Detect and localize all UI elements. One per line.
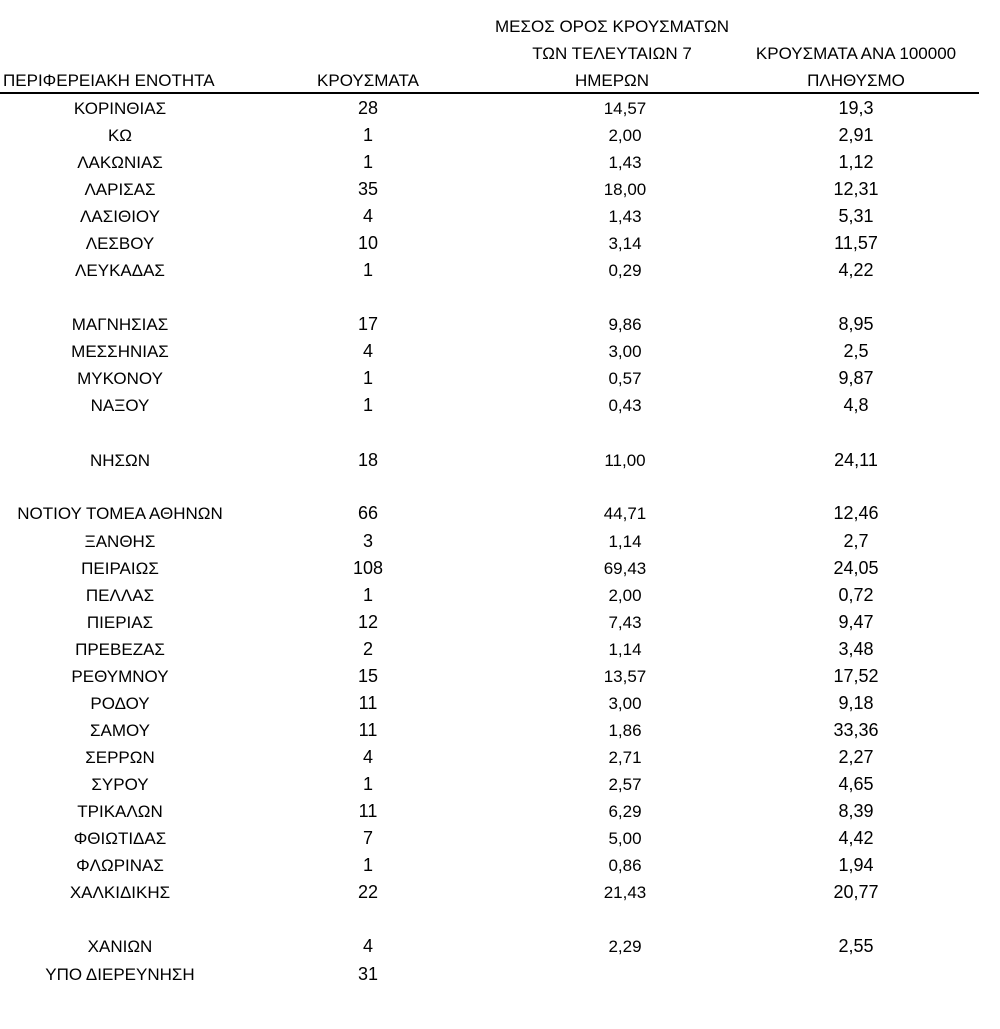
cell-cases: 1 xyxy=(362,368,373,388)
cell-cases: 1 xyxy=(362,152,373,172)
cell-region: ΜΕΣΣΗΝΙΑΣ xyxy=(71,342,169,361)
cell-seven-day-average: 69,43 xyxy=(603,559,647,578)
cell-region: ΚΩ xyxy=(107,126,133,145)
cell-cases: 1 xyxy=(362,774,373,794)
cell-region: ΛΑΣΙΘΙΟΥ xyxy=(80,207,160,226)
table-row xyxy=(0,690,1000,717)
header-divider xyxy=(0,92,979,94)
cell-cases-per-100000: 20,77 xyxy=(833,882,879,902)
cell-cases: 18 xyxy=(357,450,379,470)
table-row xyxy=(0,798,1000,825)
cell-region: ΜΑΓΝΗΣΙΑΣ xyxy=(71,315,169,334)
cell-region: ΦΘΙΩΤΙΔΑΣ xyxy=(73,829,167,848)
cell-region: ΠΕΙΡΑΙΩΣ xyxy=(81,559,159,578)
cell-cases: 31 xyxy=(357,964,379,984)
table-row xyxy=(0,365,1000,392)
table-row xyxy=(0,338,1000,365)
cell-region: ΚΟΡΙΝΘΙΑΣ xyxy=(73,99,167,118)
cell-cases-per-100000: 2,7 xyxy=(843,531,869,551)
cell-seven-day-average: 2,71 xyxy=(608,748,642,767)
cell-cases-per-100000: 11,57 xyxy=(834,233,878,253)
cell-cases: 11 xyxy=(358,720,378,740)
cell-seven-day-average: 2,29 xyxy=(608,937,642,956)
header-avg-line: ΤΩΝ ΤΕΛΕΥΤΑΙΩΝ 7 xyxy=(532,44,692,63)
cell-region: ΠΙΕΡΙΑΣ xyxy=(86,613,154,632)
cell-region: ΥΠΟ ΔΙΕΡΕΥΝΗΣΗ xyxy=(45,965,195,984)
cell-cases: 11 xyxy=(358,801,378,821)
table-row xyxy=(0,663,1000,690)
cell-seven-day-average: 2,00 xyxy=(608,126,642,145)
cell-seven-day-average: 3,00 xyxy=(608,342,642,361)
cell-cases: 4 xyxy=(362,341,373,361)
cell-cases: 7 xyxy=(362,828,373,848)
cell-seven-day-average: 44,71 xyxy=(603,504,647,523)
table-row xyxy=(0,149,1000,176)
cell-region: ΛΕΣΒΟΥ xyxy=(85,234,155,253)
cell-region: ΛΑΡΙΣΑΣ xyxy=(84,180,156,199)
cell-region: ΣΥΡΟΥ xyxy=(91,775,149,794)
cell-seven-day-average: 0,43 xyxy=(608,396,642,415)
cell-cases: 10 xyxy=(357,233,379,253)
cell-cases: 1 xyxy=(362,260,373,280)
header-avg-line: ΗΜΕΡΩΝ xyxy=(574,71,650,90)
cell-cases-per-100000: 33,36 xyxy=(833,720,879,740)
cell-cases-per-100000: 4,22 xyxy=(838,260,874,280)
cell-region: ΣΕΡΡΩΝ xyxy=(85,748,155,767)
cell-seven-day-average: 21,43 xyxy=(603,883,647,902)
cell-cases: 17 xyxy=(357,314,379,334)
cell-cases-per-100000: 3,48 xyxy=(838,639,874,659)
cell-cases-per-100000: 4,42 xyxy=(838,828,874,848)
cell-seven-day-average: 6,29 xyxy=(608,802,642,821)
cell-region: ΠΡΕΒΕΖΑΣ xyxy=(75,640,165,659)
header-cases: ΚΡΟΥΣΜΑΤΑ xyxy=(317,71,419,90)
table-row xyxy=(0,825,1000,852)
cell-region: ΣΑΜΟΥ xyxy=(89,721,151,740)
cell-cases: 4 xyxy=(362,747,373,767)
header-cases-per-100000 xyxy=(734,40,978,94)
table-row xyxy=(0,771,1000,798)
table-row xyxy=(0,230,1000,257)
table-row xyxy=(0,609,1000,636)
table-row xyxy=(0,555,1000,582)
cell-region: ΡΟΔΟΥ xyxy=(90,694,150,713)
cell-cases: 4 xyxy=(362,206,373,226)
cell-cases-per-100000: 8,95 xyxy=(838,314,874,334)
cell-cases: 1 xyxy=(362,395,373,415)
cell-cases-per-100000: 1,94 xyxy=(838,855,874,875)
table-row xyxy=(0,392,1000,419)
cell-seven-day-average: 0,57 xyxy=(608,369,642,388)
cell-cases-per-100000: 12,31 xyxy=(833,179,879,199)
cell-seven-day-average: 1,14 xyxy=(608,640,642,659)
cell-seven-day-average: 13,57 xyxy=(603,667,647,686)
table-row xyxy=(0,582,1000,609)
cell-seven-day-average: 3,00 xyxy=(608,694,642,713)
cell-cases-per-100000: 24,05 xyxy=(833,558,879,578)
cell-cases: 1 xyxy=(362,125,373,145)
table-row xyxy=(0,961,1000,988)
table-row xyxy=(0,852,1000,879)
header-seven-day-average xyxy=(468,13,756,94)
cell-cases-per-100000: 9,47 xyxy=(838,612,874,632)
cell-cases-per-100000: 4,8 xyxy=(843,395,869,415)
cell-seven-day-average: 5,00 xyxy=(608,829,642,848)
cell-cases: 1 xyxy=(362,855,373,875)
cell-region: ΝΟΤΙΟΥ ΤΟΜΕΑ ΑΘΗΝΩΝ xyxy=(17,504,223,523)
header-region: ΠΕΡΙΦΕΡΕΙΑΚΗ ΕΝΟΤΗΤΑ xyxy=(3,71,215,90)
cell-region: ΝΑΞΟΥ xyxy=(90,396,150,415)
cell-cases: 22 xyxy=(357,882,379,902)
cell-region: ΜΥΚΟΝΟΥ xyxy=(77,369,163,388)
cell-region: ΧΑΛΚΙΔΙΚΗΣ xyxy=(69,883,171,902)
cell-seven-day-average: 11,00 xyxy=(604,451,646,470)
cell-seven-day-average: 9,86 xyxy=(608,315,642,334)
cell-region: ΦΛΩΡΙΝΑΣ xyxy=(76,856,164,875)
header-avg-line: ΜΕΣΟΣ ΟΡΟΣ ΚΡΟΥΣΜΑΤΩΝ xyxy=(495,17,729,36)
cell-seven-day-average: 1,86 xyxy=(608,721,642,740)
cell-cases-per-100000: 9,18 xyxy=(838,693,874,713)
table-row xyxy=(0,311,1000,338)
cell-cases-per-100000: 9,87 xyxy=(838,368,874,388)
cell-region: ΛΑΚΩΝΙΑΣ xyxy=(77,153,163,172)
cell-cases: 1 xyxy=(362,585,373,605)
cell-seven-day-average: 0,29 xyxy=(608,261,642,280)
table-row xyxy=(0,717,1000,744)
cell-seven-day-average: 7,43 xyxy=(608,613,642,632)
table-row xyxy=(0,203,1000,230)
cell-cases-per-100000: 2,91 xyxy=(838,125,874,145)
cell-region: ΡΕΘΥΜΝΟΥ xyxy=(71,667,169,686)
table-row xyxy=(0,879,1000,906)
cell-cases-per-100000: 1,12 xyxy=(838,152,874,172)
cell-cases: 3 xyxy=(362,531,373,551)
cell-cases-per-100000: 24,11 xyxy=(834,450,878,470)
cell-cases: 108 xyxy=(352,558,384,578)
cell-cases-per-100000: 8,39 xyxy=(838,801,874,821)
cell-cases-per-100000: 5,31 xyxy=(838,206,874,226)
cell-seven-day-average: 1,14 xyxy=(608,532,642,551)
cell-cases-per-100000: 4,65 xyxy=(838,774,874,794)
cell-region: ΛΕΥΚΑΔΑΣ xyxy=(75,261,165,280)
table-row xyxy=(0,176,1000,203)
header-per-line: ΠΛΗΘΥΣΜΟ xyxy=(807,71,905,90)
cell-seven-day-average: 1,43 xyxy=(608,207,642,226)
table-row xyxy=(0,636,1000,663)
cell-seven-day-average: 2,57 xyxy=(608,775,642,794)
cell-cases: 4 xyxy=(362,936,373,956)
table-row xyxy=(0,744,1000,771)
cell-seven-day-average: 0,86 xyxy=(608,856,642,875)
table-row xyxy=(0,933,1000,960)
cell-cases: 66 xyxy=(357,503,379,523)
cell-cases: 11 xyxy=(358,693,378,713)
cell-cases-per-100000: 0,72 xyxy=(838,585,874,605)
cell-cases-per-100000: 17,52 xyxy=(833,666,879,686)
cell-cases-per-100000: 2,55 xyxy=(838,936,874,956)
cell-region: ΞΑΝΘΗΣ xyxy=(84,532,156,551)
cell-seven-day-average: 2,00 xyxy=(608,586,642,605)
cell-region: ΧΑΝΙΩΝ xyxy=(87,937,153,956)
cell-region: ΝΗΣΩΝ xyxy=(89,451,151,470)
cell-cases-per-100000: 2,5 xyxy=(843,341,869,361)
cell-region: ΠΕΛΛΑΣ xyxy=(85,586,155,605)
cell-region: ΤΡΙΚΑΛΩΝ xyxy=(77,802,163,821)
header-per-line: ΚΡΟΥΣΜΑΤΑ ΑΝΑ 100000 xyxy=(755,44,957,63)
cell-cases-per-100000: 2,27 xyxy=(838,747,874,767)
table-row xyxy=(0,257,1000,284)
cell-cases: 2 xyxy=(362,639,373,659)
cell-seven-day-average: 1,43 xyxy=(608,153,642,172)
cell-cases: 15 xyxy=(357,666,379,686)
cell-cases: 12 xyxy=(357,612,379,632)
table-row xyxy=(0,122,1000,149)
cell-seven-day-average: 14,57 xyxy=(603,99,647,118)
table-row xyxy=(0,500,1000,527)
table-row xyxy=(0,447,1000,474)
cell-cases-per-100000: 12,46 xyxy=(833,503,879,523)
table-row xyxy=(0,528,1000,555)
cell-seven-day-average: 3,14 xyxy=(608,234,642,253)
cell-cases: 28 xyxy=(357,98,379,118)
cell-cases: 35 xyxy=(357,179,379,199)
table-row xyxy=(0,95,1000,122)
cell-seven-day-average: 18,00 xyxy=(603,180,647,199)
cell-cases-per-100000: 19,3 xyxy=(838,98,874,118)
